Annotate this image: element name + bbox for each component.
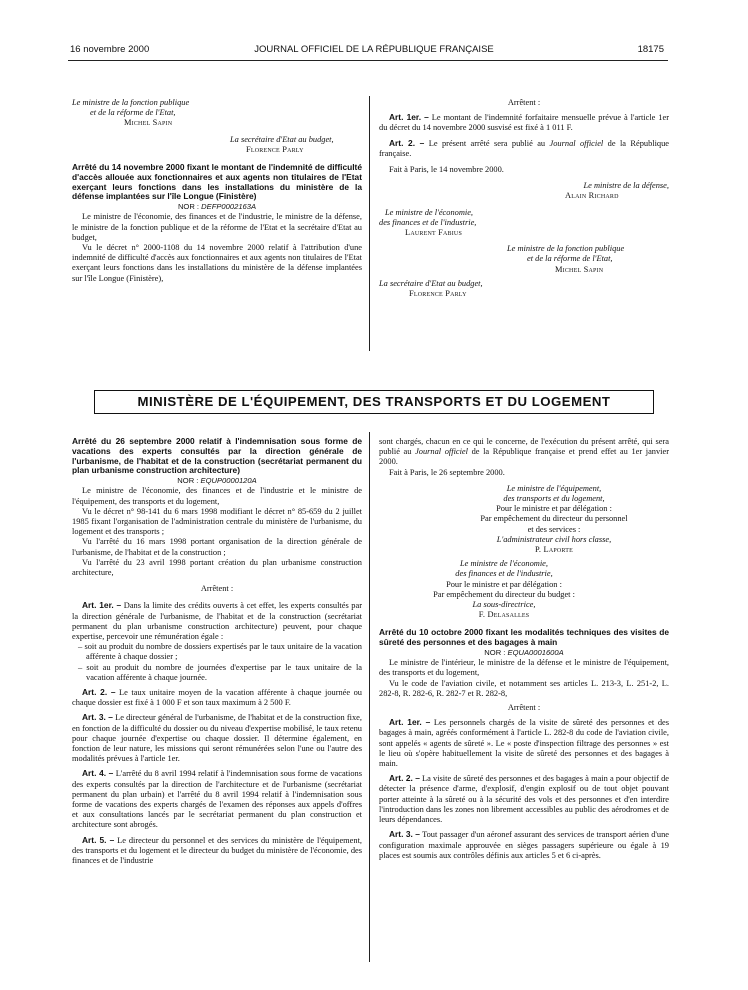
signature-title: Le ministre de l'économie, (385, 207, 474, 217)
article-label: Art. 2. – (389, 137, 425, 148)
article-text: Les personnels chargés de la visite de sûreté des personnes et des bagages à main, agréés conformément à l'article L. 282-8 du code de l'aviation civile, sont appelés « agents de sûreté ». Le « poste d'inspection filtrage des personnes » est le lieu où s'opère habituellement la visite de sûreté des personnes et des bagages à main. (379, 718, 669, 769)
signature-title: Par empêchement du directeur du personnel (480, 514, 628, 524)
article-text: Dans la limite des crédits ouverts à cet effet, les experts consultés par la direction générale de l'urbanisme, de l'habitat et de la construction (secrétariat permanent du plan urbanisme construction architecture) peuvent, pour chaque expertise, percevoir une rémunération égale : (72, 601, 362, 642)
nor-label: NOR : (177, 476, 199, 486)
signature-title: Le ministre de la fonction publique (72, 98, 190, 107)
paragraph-text: sont chargés, chacun en ce qui le concerne, de l'exécution du présent arrêté, qui sera publié au (379, 437, 669, 457)
journal-name: Journal officiel (549, 138, 604, 148)
article-2 (72, 687, 362, 708)
signature-title: et de la réforme de l'Etat, (90, 108, 176, 118)
nor-reference (72, 202, 362, 212)
ministry-banner: MINISTÈRE DE L'ÉQUIPEMENT, DES TRANSPORTS ET DU LOGEMENT (94, 390, 654, 414)
signature-title: des transports et du logement, (503, 494, 605, 504)
signature-title: Par empêchement du directeur du budget : (433, 589, 575, 599)
article-text: Le directeur général de l'urbanisme, de l'habitat et de la construction fixe, en fonction de la difficulté du dossier ou du niveau d'expertise mobilisé, le taux retenu pour chaque journée d'expertise ou chaque dossier. Il détermine également, en fonction de leur nature, les missions qui seront rémunérées selon l'une ou l'autre des modalités prévues à l'article 1er. (72, 713, 362, 764)
article-label: Art. 5. – (82, 834, 115, 845)
paragraph: Vu l'arrêté du 16 mars 1998 portant organisation de la direction générale de l'urbanisme, de l'habitat et de la construction ; (72, 537, 362, 557)
fait-a-paris: Fait à Paris, le 14 novembre 2000. (389, 165, 504, 175)
article-label: Art. 2. – (389, 773, 420, 784)
article-text: Tout passager d'un aéronef assurant des services de transport aérien d'une configuration maximale approuvée en sièges passagers supérieure ou égale à 19 places est soumis aux contrôles définis aux articles 5 et 6 ci-après. (379, 830, 669, 860)
article-label: Art. 2. – (82, 687, 116, 698)
paragraph: Le ministre de l'économie, des finances et de l'industrie et le ministre de l'équipement, des transports et du logement, (72, 486, 362, 506)
top-right-column (379, 98, 669, 299)
article-3 (379, 829, 669, 861)
signature-title: L'administrateur civil hors classe, (496, 534, 612, 544)
signature-name: Michel Sapin (124, 118, 173, 128)
paragraph: Vu le décret n° 98-141 du 6 mars 1998 modifiant le décret n° 85-659 du 2 juillet 1985 fixant l'organisation de l'administration centrale du ministère de l'urbanisme, du logement et des transports ; (72, 506, 362, 537)
nor-label: NOR : (177, 202, 200, 212)
article-text: de la République française. (379, 138, 670, 158)
signature-name: F. Delasalles (478, 610, 530, 620)
signature-title: des finances et de l'industrie, (379, 217, 477, 227)
signature-name: Alain Richard (565, 191, 619, 201)
continuation-paragraph (379, 437, 669, 468)
article-text: Le directeur du personnel et des services du ministère de l'équipement, des transports et du logement et le directeur du budget du ministère de l'économie, des finances et de l'industrie (72, 835, 362, 866)
arretent-heading: Arrêtent : (507, 703, 541, 713)
paragraph: Le ministre de l'économie, des finances et de l'industrie, le ministre de la défense, le ministre de la fonction publique et de la réforme de l'Etat et la secrétaire d'Etat au budget, (72, 212, 362, 242)
top-left-column (72, 98, 362, 284)
signature-title: des finances et de l'industrie, (455, 569, 553, 579)
bottom-left-column (72, 437, 362, 866)
signature-title: La secrétaire d'Etat au budget, (230, 134, 334, 144)
signature-name: Laurent Fabius (405, 228, 463, 238)
article-5 (72, 835, 362, 867)
article-label: Art. 1er. – (389, 717, 431, 728)
paragraph: Le ministre de l'intérieur, le ministre de la défense et le ministre de l'équipement, des transports et du logement, (379, 658, 669, 678)
arretent-heading: Arrêtent : (200, 584, 234, 594)
signature-name: P. Laporte (534, 545, 573, 555)
list-item: – soit au produit du nombre de dossiers expertisés par le taux unitaire de la vacation afférente à chaque dossier ; (78, 642, 362, 662)
article-label: Art. 3. – (82, 712, 113, 723)
arretent-heading: Arrêtent : (507, 98, 541, 107)
paragraph: Vu le code de l'aviation civile, et notamment ses articles L. 213-3, L. 251-2, L. 282-8, R. 282-6, R. 282-7 et R. 282-8, (379, 678, 669, 698)
column-divider-top (369, 96, 370, 351)
nor-code: EQUA0001600A (507, 648, 564, 658)
paragraph: Vu le décret n° 2000-1108 du 14 novembre 2000 relatif à l'attribution d'une indemnité de difficulté d'accès aux fonctionnaires et aux agents non titulaires de l'Etat exerçant leurs fonctions dans les installations du ministère de la défense implantées sur l'île Longue (Finistère), (72, 243, 362, 283)
signature-name: Florence Parly (409, 289, 467, 299)
signature-title: La secrétaire d'Etat au budget, (379, 278, 483, 288)
article-label: Art. 3. – (389, 829, 420, 840)
nor-label: NOR : (484, 648, 506, 658)
nor-reference (379, 648, 669, 658)
paragraph-text: de la République française et prend effet au 1er janvier 2000. (379, 447, 669, 467)
article-text: Le taux unitaire moyen de la vacation afférente à chaque journée ou chaque dossier est fixé à 1 000 F et son taux maximum à 2 500 F. (72, 688, 362, 708)
signature-title: Le ministre de la fonction publique (507, 244, 625, 254)
list-item: – soit au produit du nombre de journées d'expertise par le taux unitaire de la vacation afférente à chaque journée. (78, 662, 362, 682)
signature-title: La sous-directrice, (472, 600, 536, 610)
header-journal-title: JOURNAL OFFICIEL DE LA RÉPUBLIQUE FRANÇAISE (254, 44, 494, 55)
nor-code: DEFP0002163A (201, 202, 257, 212)
article-text: Le montant de l'indemnité forfaitaire mensuelle prévue à l'article 1er du décret du 14 novembre 2000 susvisé est fixé à 1 011 F. (379, 113, 669, 133)
signature-title: Le ministre de l'équipement, (506, 483, 602, 493)
article-1 (72, 600, 362, 642)
article-2 (379, 138, 669, 159)
article-label: Art. 1er. – (389, 112, 429, 123)
signature-title: Pour le ministre et par délégation : (446, 579, 562, 589)
decree-title: Arrêté du 14 novembre 2000 fixant le montant de l'indemnité de difficulté d'accès allouée aux fonctionnaires et aux agents non titulaires de l'Etat exerçant leurs fonctions dans les installations du ministère de la défense implantées sur l'île Longue (Finistère) (72, 162, 362, 202)
nor-code: EQUP0000120A (200, 476, 257, 486)
article-label: Art. 4. – (82, 768, 114, 779)
bottom-right-column (379, 437, 669, 861)
article-text: Le présent arrêté sera publié au (428, 138, 546, 148)
signature-title: et des services : (527, 524, 581, 534)
signature-title: et de la réforme de l'Etat, (527, 254, 613, 264)
decree-title: Arrêté du 10 octobre 2000 fixant les modalités techniques des visites de sûreté des personnes et des bagages à main (379, 627, 669, 648)
article-text: La visite de sûreté des personnes et des bagages à main a pour objectif de détecter la présence d'arme, d'explosif, d'engin explosif ou de tout objet pouvant porter atteinte à la sûreté ou à la sécurité des vols et des personnes et d'en interdire l'introduction dans les zones non librement accessibles au public des aérodromes et de leurs dépendances. (379, 774, 670, 825)
article-text: L'arrêté du 8 avril 1994 relatif à l'indemnisation sous forme de vacations des experts consultés par la direction de l'architecture et de l'urbanisme (secrétariat permanent du plan urbain) et l'arrêté du 8 avril 1994 relatif à l'indemnisation sous forme de vacations des experts chargés de l'examen des réponses aux appels d'offres et aux consultations lancés par le secrétariat permanent du plan construction et architecture sont abrogés. (72, 769, 362, 830)
fait-a-paris: Fait à Paris, le 26 septembre 2000. (389, 467, 505, 477)
header-page-number: 18175 (637, 44, 664, 55)
article-2 (379, 773, 669, 825)
signature-name: Michel Sapin (555, 264, 604, 274)
header-rule (68, 60, 668, 61)
article-1 (379, 112, 669, 133)
paragraph: Vu l'arrêté du 23 avril 1998 portant création du plan urbanisme construction architecture, (72, 557, 362, 578)
article-4 (72, 768, 362, 830)
article-3 (72, 712, 362, 764)
signature-title: Pour le ministre et par délégation : (496, 504, 612, 514)
signature-title: Le ministre de la défense, (583, 181, 669, 191)
column-divider-bottom (369, 432, 370, 962)
article-1 (379, 717, 669, 769)
signature-title: Le ministre de l'économie, (459, 559, 548, 569)
signature-name: Florence Parly (246, 144, 304, 154)
nor-reference (72, 476, 362, 486)
header-date: 16 novembre 2000 (70, 44, 150, 55)
article-label: Art. 1er. – (82, 600, 122, 611)
journal-name: Journal officiel (415, 447, 468, 457)
decree-title: Arrêté du 26 septembre 2000 relatif à l'indemnisation sous forme de vacations des experts consultés par la direction générale de l'urbanisme, de l'habitat et de la construction (secrétariat permanent du plan urbanisme construction architecture) (72, 436, 362, 476)
